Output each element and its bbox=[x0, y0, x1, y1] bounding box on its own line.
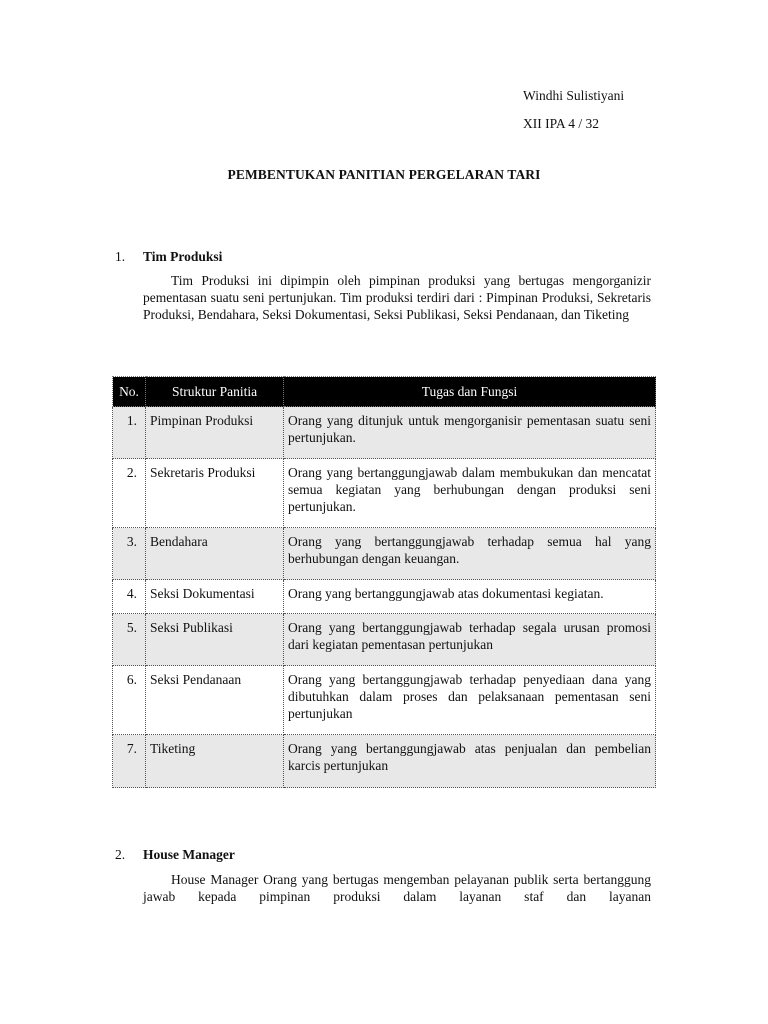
row-struktur: Pimpinan Produksi bbox=[146, 407, 284, 459]
header-struktur: Struktur Panitia bbox=[146, 377, 284, 407]
section-1-number: 1. bbox=[115, 249, 126, 264]
row-struktur: Sekretaris Produksi bbox=[146, 459, 284, 528]
table-row bbox=[113, 735, 656, 788]
row-no: 6. bbox=[113, 666, 146, 735]
author-class: XII IPA 4 / 32 bbox=[523, 116, 600, 131]
table-header-row bbox=[113, 377, 656, 407]
table-row bbox=[113, 459, 656, 528]
row-no: 2. bbox=[113, 459, 146, 528]
table-row bbox=[113, 580, 656, 614]
row-tugas: Orang yang bertanggungjawab terhadap semua hal yang berhubungan dengan keuangan. bbox=[284, 528, 656, 580]
section-1-paragraph: Tim Produksi ini dipimpin oleh pimpinan produksi yang bertugas mengorganizir pementasan suatu seni pertunjukan. Tim produksi terdiri dari : Pimpinan Produksi, Sekretaris Produksi, Bendahara, Seksi Dokumentasi, Seksi Publikasi, Seksi Pendanaan, dan Tiketing bbox=[143, 273, 651, 322]
row-tugas: Orang yang ditunjuk untuk mengorganisir pementasan suatu seni pertunjukan. bbox=[284, 407, 656, 459]
committee-table bbox=[112, 376, 656, 788]
row-tugas: Orang yang bertanggungjawab terhadap segala urusan promosi dari kegiatan pementasan pertunjukan bbox=[284, 614, 656, 666]
section-2-heading bbox=[115, 846, 235, 863]
row-struktur: Seksi Dokumentasi bbox=[146, 580, 284, 614]
section-1-heading bbox=[115, 248, 222, 265]
header-tugas: Tugas dan Fungsi bbox=[284, 377, 656, 407]
row-struktur: Seksi Pendanaan bbox=[146, 666, 284, 735]
row-no: 4. bbox=[113, 580, 146, 614]
row-tugas: Orang yang bertanggungjawab atas penjualan dan pembelian karcis pertunjukan bbox=[284, 735, 656, 788]
row-tugas: Orang yang bertanggungjawab atas dokumentasi kegiatan. bbox=[284, 580, 656, 614]
row-struktur: Bendahara bbox=[146, 528, 284, 580]
author-name: Windhi Sulistiyani bbox=[523, 88, 625, 103]
section-1-title: Tim Produksi bbox=[143, 249, 223, 264]
table-row bbox=[113, 407, 656, 459]
table-row bbox=[113, 614, 656, 666]
document-title: PEMBENTUKAN PANITIAN PERGELARAN TARI bbox=[227, 167, 541, 182]
row-struktur: Seksi Publikasi bbox=[146, 614, 284, 666]
header-no: No. bbox=[113, 377, 146, 407]
table-row bbox=[113, 666, 656, 735]
table-row bbox=[113, 528, 656, 580]
row-tugas: Orang yang bertanggungjawab dalam membukukan dan mencatat semua kegiatan yang berhubungan dengan produksi seni pertunjukan. bbox=[284, 459, 656, 528]
row-tugas: Orang yang bertanggungjawab terhadap penyediaan dana yang dibutuhkan dalam proses dan pelaksanaan pementasan seni pertunjukan bbox=[284, 666, 656, 735]
row-no: 1. bbox=[113, 407, 146, 459]
section-2-title: House Manager bbox=[143, 847, 235, 862]
row-no: 7. bbox=[113, 735, 146, 788]
row-no: 5. bbox=[113, 614, 146, 666]
row-no: 3. bbox=[113, 528, 146, 580]
section-2-paragraph: House Manager Orang yang bertugas mengemban pelayanan publik serta bertanggung jawab kepada pimpinan produksi dalam layanan staf dan layanan bbox=[143, 872, 651, 904]
section-2-number: 2. bbox=[115, 847, 126, 862]
row-struktur: Tiketing bbox=[146, 735, 284, 788]
